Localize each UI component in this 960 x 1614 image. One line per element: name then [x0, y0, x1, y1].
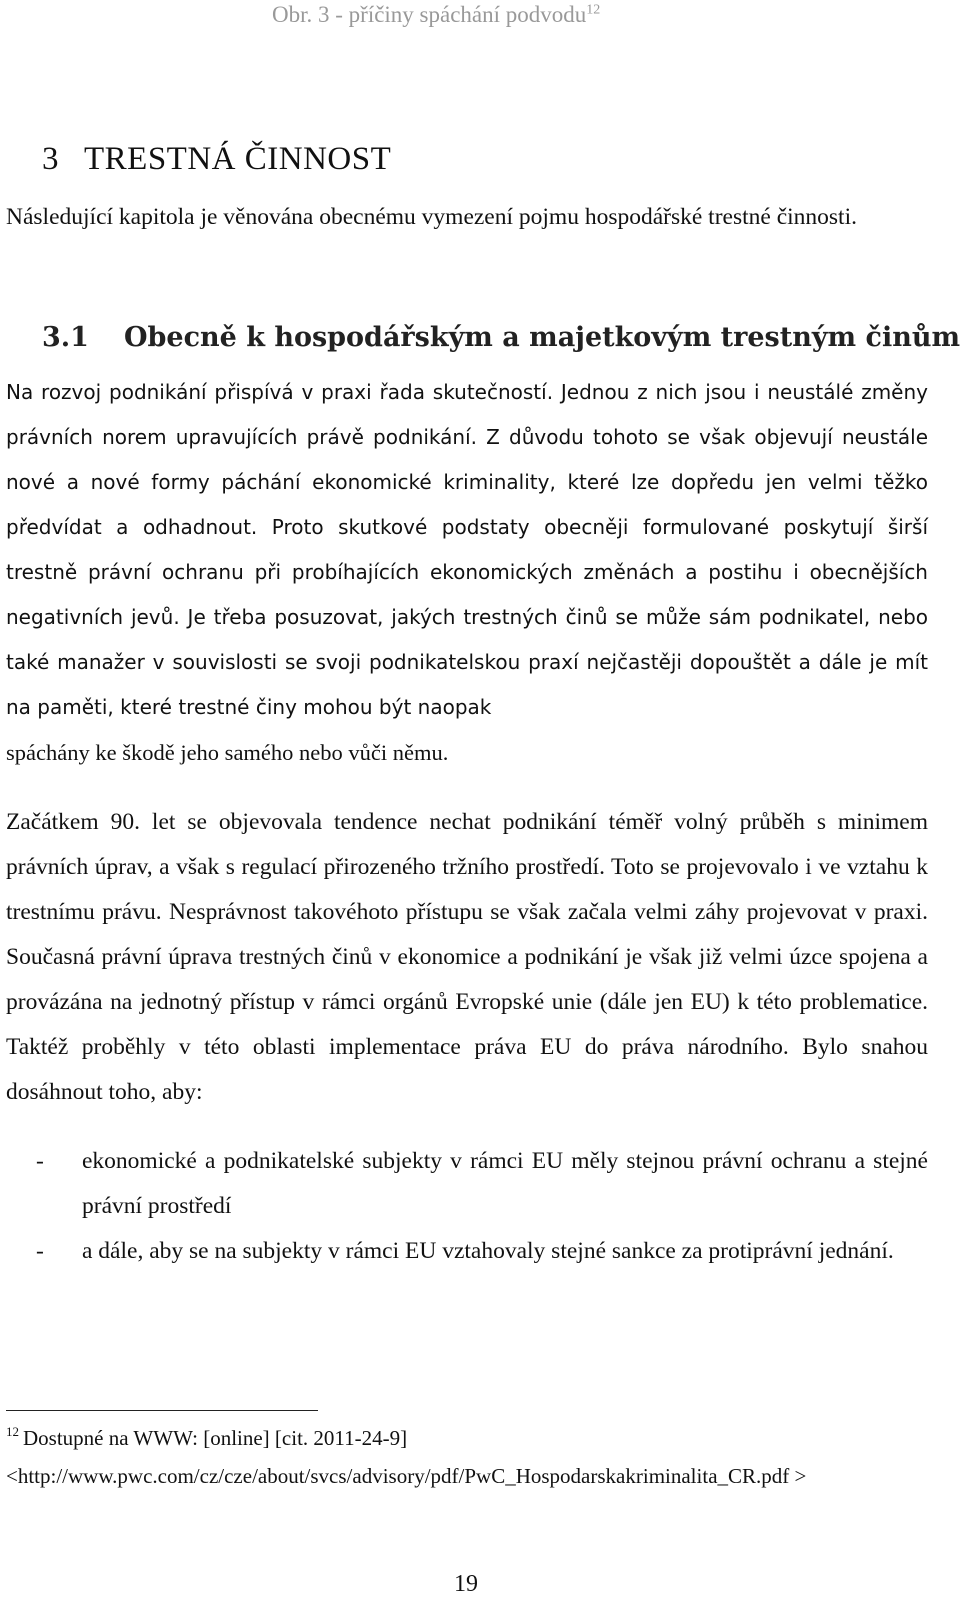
chapter-number: 3 [42, 141, 59, 177]
footnote-ref[interactable]: 12 [586, 2, 601, 18]
footnote [6, 1424, 407, 1451]
chapter-title: TRESTNÁ ČINNOST [84, 141, 392, 177]
figure-caption-text: Obr. 3 - příčiny spáchání podvodu [272, 2, 587, 27]
page-number: 19 [454, 1571, 478, 1597]
paragraph-2: Začátkem 90. let se objevovala tendence nechat podnikání téměř volný průběh s minimem právních úprav, a však s regulací přirozeného tržního prostředí. Toto se projevovalo i ve vztahu k trestnímu právu. Nesprávnost takovéhoto přístupu se však začala velmi záhy projevovat v praxi. Současná právní úprava trestných činů v ekonomice a podnikání je však již velmi úzce spojena a provázána na jednotný přístup v rámci orgánů Evropské unie (dále jen EU) k této problematice. Taktéž proběhly v této oblasti implementace práva EU do práva národního. Bylo snahou dosáhnout toho, aby: [6, 809, 928, 1105]
section-heading [42, 322, 960, 353]
footnote-text: Dostupné na WWW: [online] [cit. 2011-24-9] [23, 1426, 408, 1450]
paragraph-1-body [6, 370, 928, 776]
chapter-heading [42, 141, 391, 178]
paragraph-1-ending: spáchány ke škodě jeho samého nebo vůči němu. [6, 740, 449, 765]
list-item [6, 1229, 928, 1274]
list-bullet: - [36, 1238, 44, 1264]
footnote-number: 12 [6, 1424, 19, 1439]
section-number: 3.1 [42, 322, 89, 353]
bullet-list [6, 1139, 928, 1274]
footnote-url[interactable]: <http://www.pwc.com/cz/cze/about/svcs/advisory/pdf/PwC_Hospodarskakriminalita_CR.pdf > [6, 1464, 807, 1488]
list-item-text: a dále, aby se na subjekty v rámci EU vztahovaly stejné sankce za protiprávní jednání. [82, 1238, 894, 1264]
paragraph-1 [6, 370, 928, 776]
list-bullet: - [36, 1148, 44, 1174]
list-item [6, 1139, 928, 1229]
intro-paragraph: Následující kapitola je věnována obecnému vymezení pojmu hospodářské trestné činnosti. [6, 204, 857, 230]
paragraph-1-text: Na rozvoj podnikání přispívá v praxi řada skutečností. Jednou z nich jsou i neustálé změny právních norem upravujících právě podnikání. Z důvodu tohoto se však objevují neustále nové a nové formy páchání ekonomické kriminality, které lze dopředu jen velmi těžko předvídat a odhadnout. Proto skutkové podstaty obecněji formulované poskytují širší trestně právní ochranu při probíhajících ekonomických změnách a postihu i obecnějších negativních jevů. Je třeba posuzovat, jakých trestných činů se může sám podnikatel, nebo také manažer v souvislosti se svoji podnikatelskou praxí nejčastěji dopouštět a dále je mít na paměti, které trestné činy mohou být naopak [6, 380, 928, 719]
list-item-text: ekonomické a podnikatelské subjekty v rámci EU měly stejnou právní ochranu a stejné právní prostředí [82, 1148, 928, 1219]
footnote-separator [6, 1410, 318, 1411]
section-title: Obecně k hospodářským a majetkovým trestným činům [124, 322, 960, 353]
figure-caption [272, 2, 600, 28]
